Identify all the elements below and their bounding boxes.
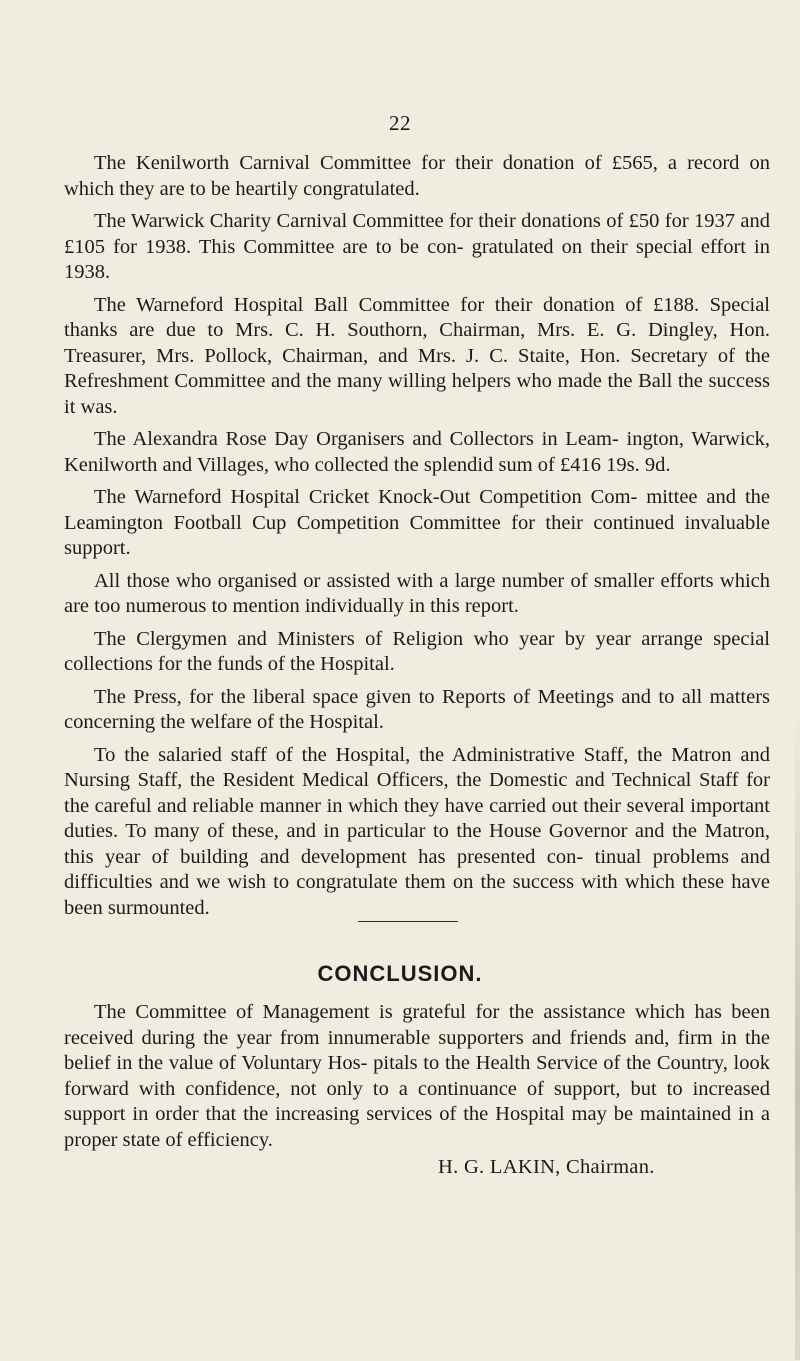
conclusion-heading: CONCLUSION.: [317, 961, 483, 986]
paragraph-cricket-football: The Warneford Hospital Cricket Knock-Out Competition Com- mittee and the Leamington Football Cup Competition Committee for their continued invaluable support.: [64, 486, 770, 559]
paragraph-smaller-efforts: All those who organised or assisted with a large number of smaller efforts which are too numerous to mention individually in this report.: [64, 569, 770, 617]
signature-line: H. G. LAKIN, Chairman.: [438, 1156, 655, 1178]
acknowledgements-section: [64, 151, 770, 928]
paragraph-clergymen: The Clergymen and Ministers of Religion who year by year arrange special collections for the funds of the Hospital.: [64, 627, 770, 675]
paragraph-hospital-ball: The Warneford Hospital Ball Committee for their donation of £188. Special thanks are due to Mrs. C. H. Southorn, Chairman, Mrs. E. G. Dingley, Hon. Treasurer, Mrs. Pollock, Chairman, and Mrs. J. C. Staite, Hon. Secretary of the Refreshment Committee and the many willing helpers who made the Ball the success it was.: [64, 293, 770, 418]
section-divider: [358, 921, 458, 922]
page-number: 22: [389, 111, 411, 135]
conclusion-paragraph: The Committee of Management is grateful for the assistance which has been received during the year from innumerable supporters and friends and, firm in the belief in the value of Voluntary Hos- pitals to the Health Service of the Country, look forward with confidence, not only to a continuance of support, but to increased support in order that the increasing services of the Hospital may be maintained in a proper state of efficiency.: [64, 1001, 770, 1151]
paragraph-warwick-carnival: The Warwick Charity Carnival Committee for their donations of £50 for 1937 and £105 for 1938. This Committee are to be con- gratulated on their special effort in 1938.: [64, 210, 770, 283]
paragraph-kenilworth-carnival: The Kenilworth Carnival Committee for their donation of £565, a record on which they are to be heartily congratulated.: [64, 152, 770, 200]
scan-edge-shadow: [795, 700, 800, 1360]
paragraph-press: The Press, for the liberal space given to Reports of Meetings and to all matters concerning the welfare of the Hospital.: [64, 685, 770, 733]
paragraph-salaried-staff: To the salaried staff of the Hospital, the Administrative Staff, the Matron and Nursing Staff, the Resident Medical Officers, the Domestic and Technical Staff for the careful and reliable manner in which they have carried out their several important duties. To many of these, and in particular to the House Governor and the Matron, this year of building and development has presented con- tinual problems and difficulties and we wish to congratulate them on the success with which these have been surmounted.: [64, 743, 770, 919]
paragraph-rose-day: The Alexandra Rose Day Organisers and Collectors in Leam- ington, Warwick, Kenilworth and Villages, who collected the splendid sum of £416 19s. 9d.: [64, 428, 770, 476]
conclusion-section: [64, 1000, 770, 1153]
